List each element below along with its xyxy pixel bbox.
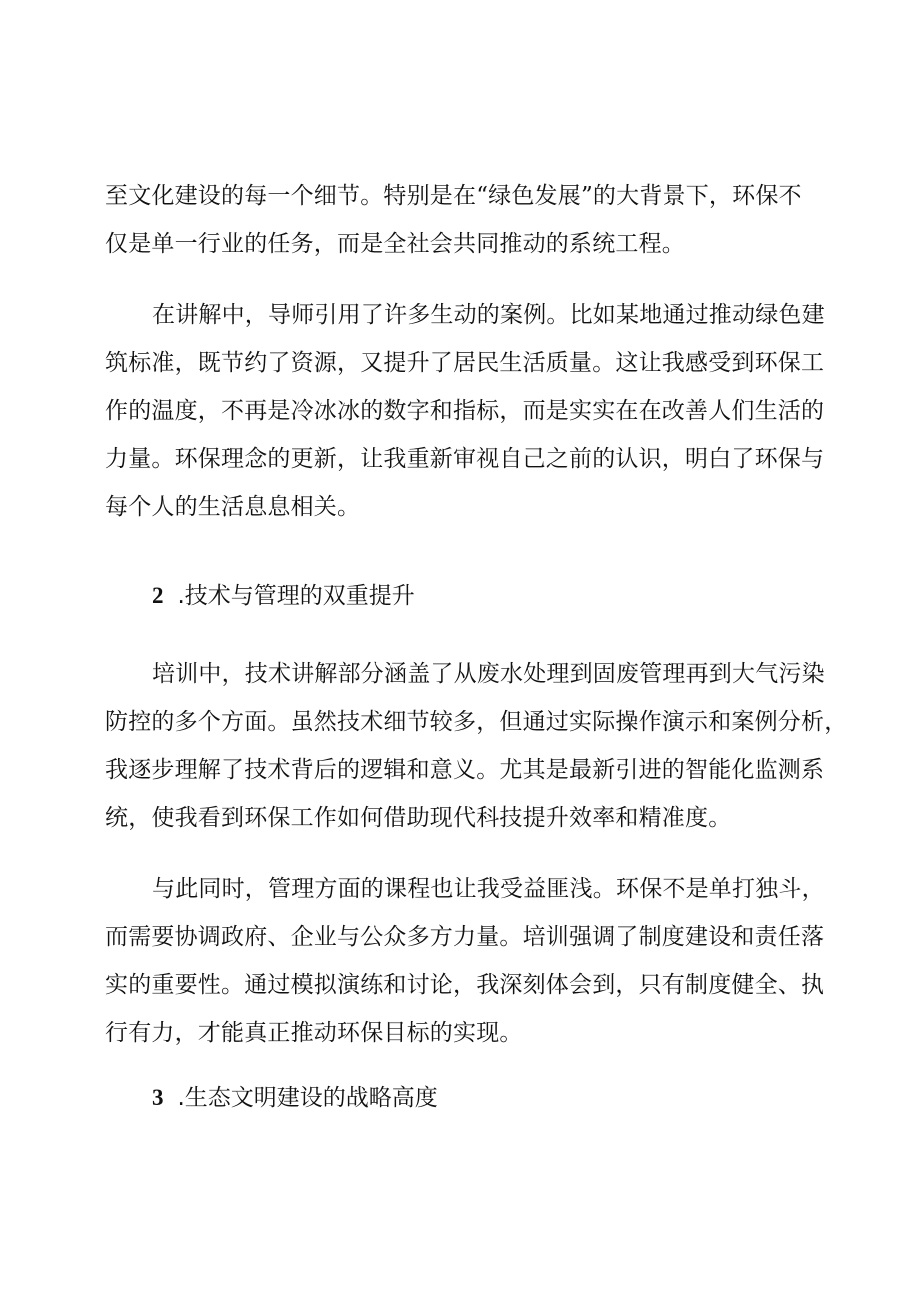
paragraph-line: 培训中，技术讲解部分涵盖了从废水处理到固废管理再到大气污染 (152, 661, 825, 687)
paragraph-line: 实的重要性。通过模拟演练和讨论，我深刻体会到，只有制度健全、执 (105, 972, 825, 998)
paragraph-line: 力量。环保理念的更新，让我重新审视自己之前的认识，明白了环保与 (105, 446, 825, 472)
paragraph-line: 在讲解中，导师引用了许多生动的案例。比如某地通过推动绿色建 (152, 302, 825, 328)
paragraph-line: 统，使我看到环保工作如何借助现代科技提升效率和精准度。 (105, 805, 732, 831)
section-number: 3 (152, 1085, 164, 1110)
section-number: 2 (152, 583, 164, 608)
paragraph-line: 防控的多个方面。虽然技术细节较多，但通过实际操作演示和案例分析， (105, 709, 848, 735)
section-heading (152, 581, 415, 611)
paragraph-line: 仅是单一行业的任务，而是全社会共同推动的系统工程。 (105, 231, 685, 257)
paragraph-line: 而需要协调政府、企业与公众多方力量。培训强调了制度建设和责任落 (105, 924, 825, 950)
paragraph-line: 每个人的生活息息相关。 (105, 494, 361, 520)
paragraph-line: 至文化建设的每一个细节。特别是在“绿色发展”的大背景下，环保不 (105, 183, 802, 209)
section-title: .技术与管理的双重提升 (177, 583, 415, 609)
paragraph-line: 行有力，才能真正推动环保目标的实现。 (105, 1020, 523, 1046)
section-title: .生态文明建设的战略高度 (177, 1085, 438, 1111)
paragraph-line: 作的温度，不再是冷冰冰的数字和指标，而是实实在在改善人们生活的 (105, 398, 825, 424)
section-heading (152, 1083, 438, 1113)
paragraph-line: 我逐步理解了技术背后的逻辑和意义。尤其是最新引进的智能化监测系 (105, 757, 825, 783)
paragraph-line: 筑标准，既节约了资源，又提升了居民生活质量。这让我感受到环保工 (105, 350, 825, 376)
paragraph-line: 与此同时，管理方面的课程也让我受益匪浅。环保不是单打独斗， (152, 876, 825, 902)
